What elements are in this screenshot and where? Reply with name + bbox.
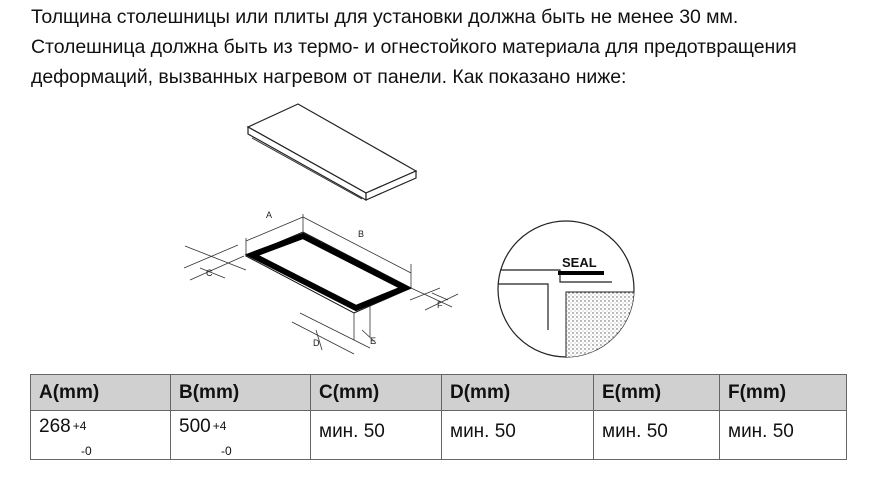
cell-a [31,411,171,460]
label-f: F [437,300,443,310]
intro-line-1: Толщина столешницы или плиты для установки должна быть не менее 30 мм. [31,6,739,28]
table-row [31,411,847,460]
e-value: мин. 50 [602,421,668,442]
installation-diagram [0,95,872,370]
cell-d [442,411,594,460]
table-header-row [31,375,847,411]
seal-label: SEAL [562,255,597,270]
cell-b [171,411,311,460]
intro-line-3: деформаций, вызванных нагревом от панели. Как показано ниже: [31,66,627,88]
a-tolerance-plus: +4 [72,419,87,433]
header-a: A(mm) [31,375,171,411]
label-b: B [358,229,365,239]
cell-c [311,411,442,460]
intro-line-2: Столешница должна быть из термо- и огнестойкого материала для предотвращения [31,36,797,58]
label-e: E [370,336,377,346]
countertop-cutout [246,232,411,313]
d-value: мин. 50 [450,421,516,442]
header-e: E(mm) [594,375,720,411]
hob-slab [248,104,416,200]
label-c: C [206,268,213,278]
b-tolerance-minus: -0 [221,444,232,458]
label-d: D [313,338,320,348]
dimension-labels [206,210,443,348]
b-tolerance-plus: +4 [212,419,227,433]
header-d: D(mm) [442,375,594,411]
dimension-lines [184,214,458,354]
header-b: B(mm) [171,375,311,411]
a-value: 268 [39,416,71,437]
header-f: F(mm) [720,375,847,411]
cell-f [720,411,847,460]
f-value: мин. 50 [728,421,794,442]
seal-strip [558,271,604,275]
dimensions-table [30,374,847,460]
label-a: A [266,210,273,220]
cell-e [594,411,720,460]
c-value: мин. 50 [319,421,385,442]
seal-detail [498,221,636,362]
b-value: 500 [179,416,211,437]
header-c: C(mm) [311,375,442,411]
countertop-section [566,292,636,362]
a-tolerance-minus: -0 [81,444,92,458]
intro-paragraph [31,2,866,92]
